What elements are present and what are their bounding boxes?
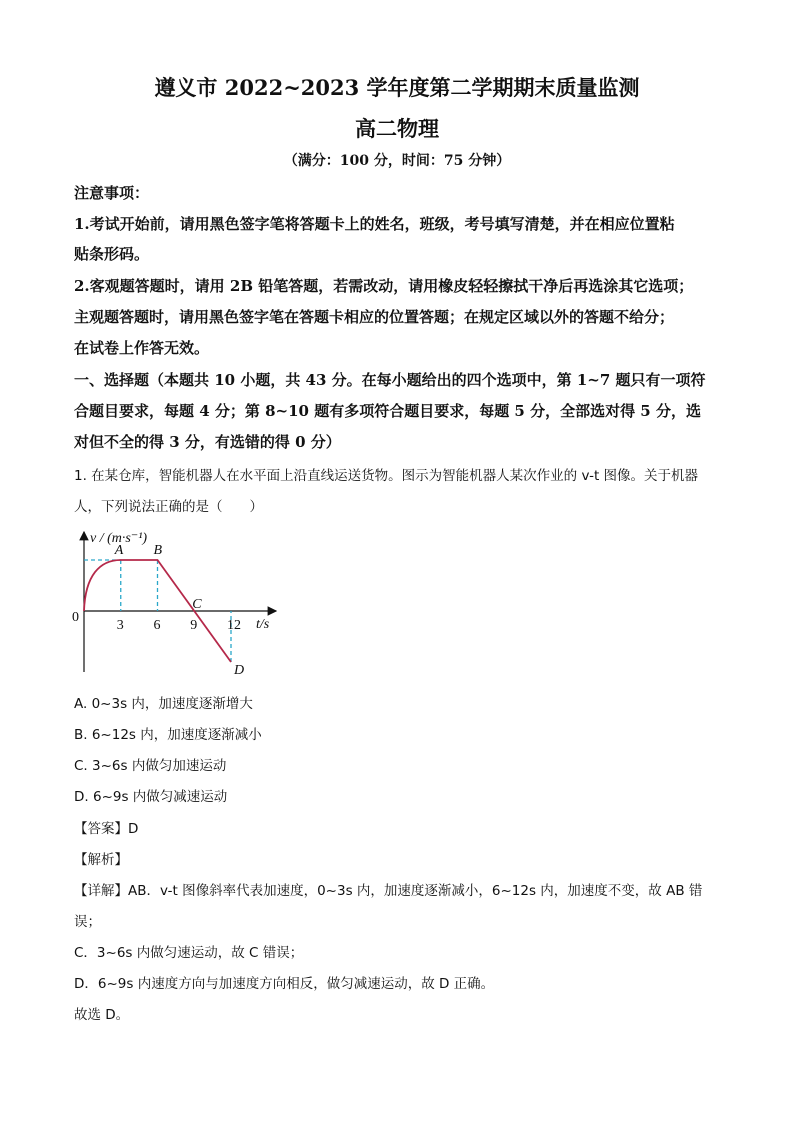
vt-chart — [66, 522, 286, 682]
x-tick-label: 9 — [190, 618, 198, 633]
option-d: D. 6~9s 内做匀减速运动 — [74, 789, 228, 805]
notes-line: 主观题答题时，请用黑色签字笔在答题卡相应的位置答题；在规定区域以外的答题不给分； — [74, 308, 675, 326]
point-label: B — [153, 543, 163, 558]
point-label: A — [114, 543, 124, 558]
detail-line: C．3~6s 内做匀速运动，故 C 错误； — [74, 945, 304, 961]
x-tick-label: 3 — [116, 618, 124, 633]
detail-line: 故选 D。 — [74, 1007, 130, 1023]
section-line: 合题目要求，每题 4 分；第 8~10 题有多项符合题目要求，每题 5 分，全部选对得 5 分，选 — [74, 402, 701, 420]
section-line: 对但不全的得 3 分，有选错的得 0 分） — [74, 433, 341, 451]
subject-title: 高二物理 — [355, 116, 439, 141]
notes-line: 2.客观题答题时，请用 2B 铅笔答题，若需改动，请用橡皮轻轻擦拭干净后再选涂其它选项； — [74, 277, 694, 295]
x-axis-label: t/s — [256, 617, 270, 632]
analysis-label: 【解析】 — [74, 852, 128, 868]
notes-line: 1.考试开始前，请用黑色签字笔将答题卡上的姓名，班级，考号填写清楚，并在相应位置粘 — [74, 215, 675, 233]
origin-label: 0 — [72, 610, 79, 625]
x-tick-label: 12 — [227, 618, 241, 633]
x-tick-label: 6 — [153, 618, 161, 633]
section-line: 一、选择题（本题共 10 小题，共 43 分。在每小题给出的四个选项中，第 1~7 题只有一项符 — [74, 371, 706, 389]
notes-line: 贴条形码。 — [74, 245, 150, 263]
detail-line: D．6~9s 内速度方向与加速度方向相反，做匀减速运动，故 D 正确。 — [74, 976, 495, 992]
exam-info: （满分：100 分，时间：75 分钟） — [283, 153, 511, 169]
point-label: C — [192, 597, 202, 612]
notes-line: 在试卷上作答无效。 — [74, 339, 210, 357]
detail-line: 【详解】AB．v-t 图像斜率代表加速度，0~3s 内，加速度逐渐减小，6~12s 内，加速度不变，故 AB 错 — [74, 883, 703, 899]
detail-line: 误； — [74, 914, 101, 930]
option-b: B. 6~12s 内，加速度逐渐减小 — [74, 727, 262, 743]
question-stem: 1. 在某仓库，智能机器人在水平面上沿直线运送货物。图示为智能机器人某次作业的 v-t 图像。关于机器 — [74, 468, 699, 484]
y-axis-label: v / (m·s⁻¹) — [90, 531, 148, 546]
option-a: A. 0~3s 内，加速度逐渐增大 — [74, 696, 253, 712]
answer-line: 【答案】D — [74, 821, 139, 837]
exam-title: 遵义市 2022~2023 学年度第二学期期末质量监测 — [154, 75, 640, 100]
question-stem: 人，下列说法正确的是（ ） — [74, 499, 263, 515]
point-label: D — [234, 663, 245, 678]
option-c: C. 3~6s 内做匀加速运动 — [74, 758, 227, 774]
notes-heading: 注意事项： — [74, 184, 150, 202]
